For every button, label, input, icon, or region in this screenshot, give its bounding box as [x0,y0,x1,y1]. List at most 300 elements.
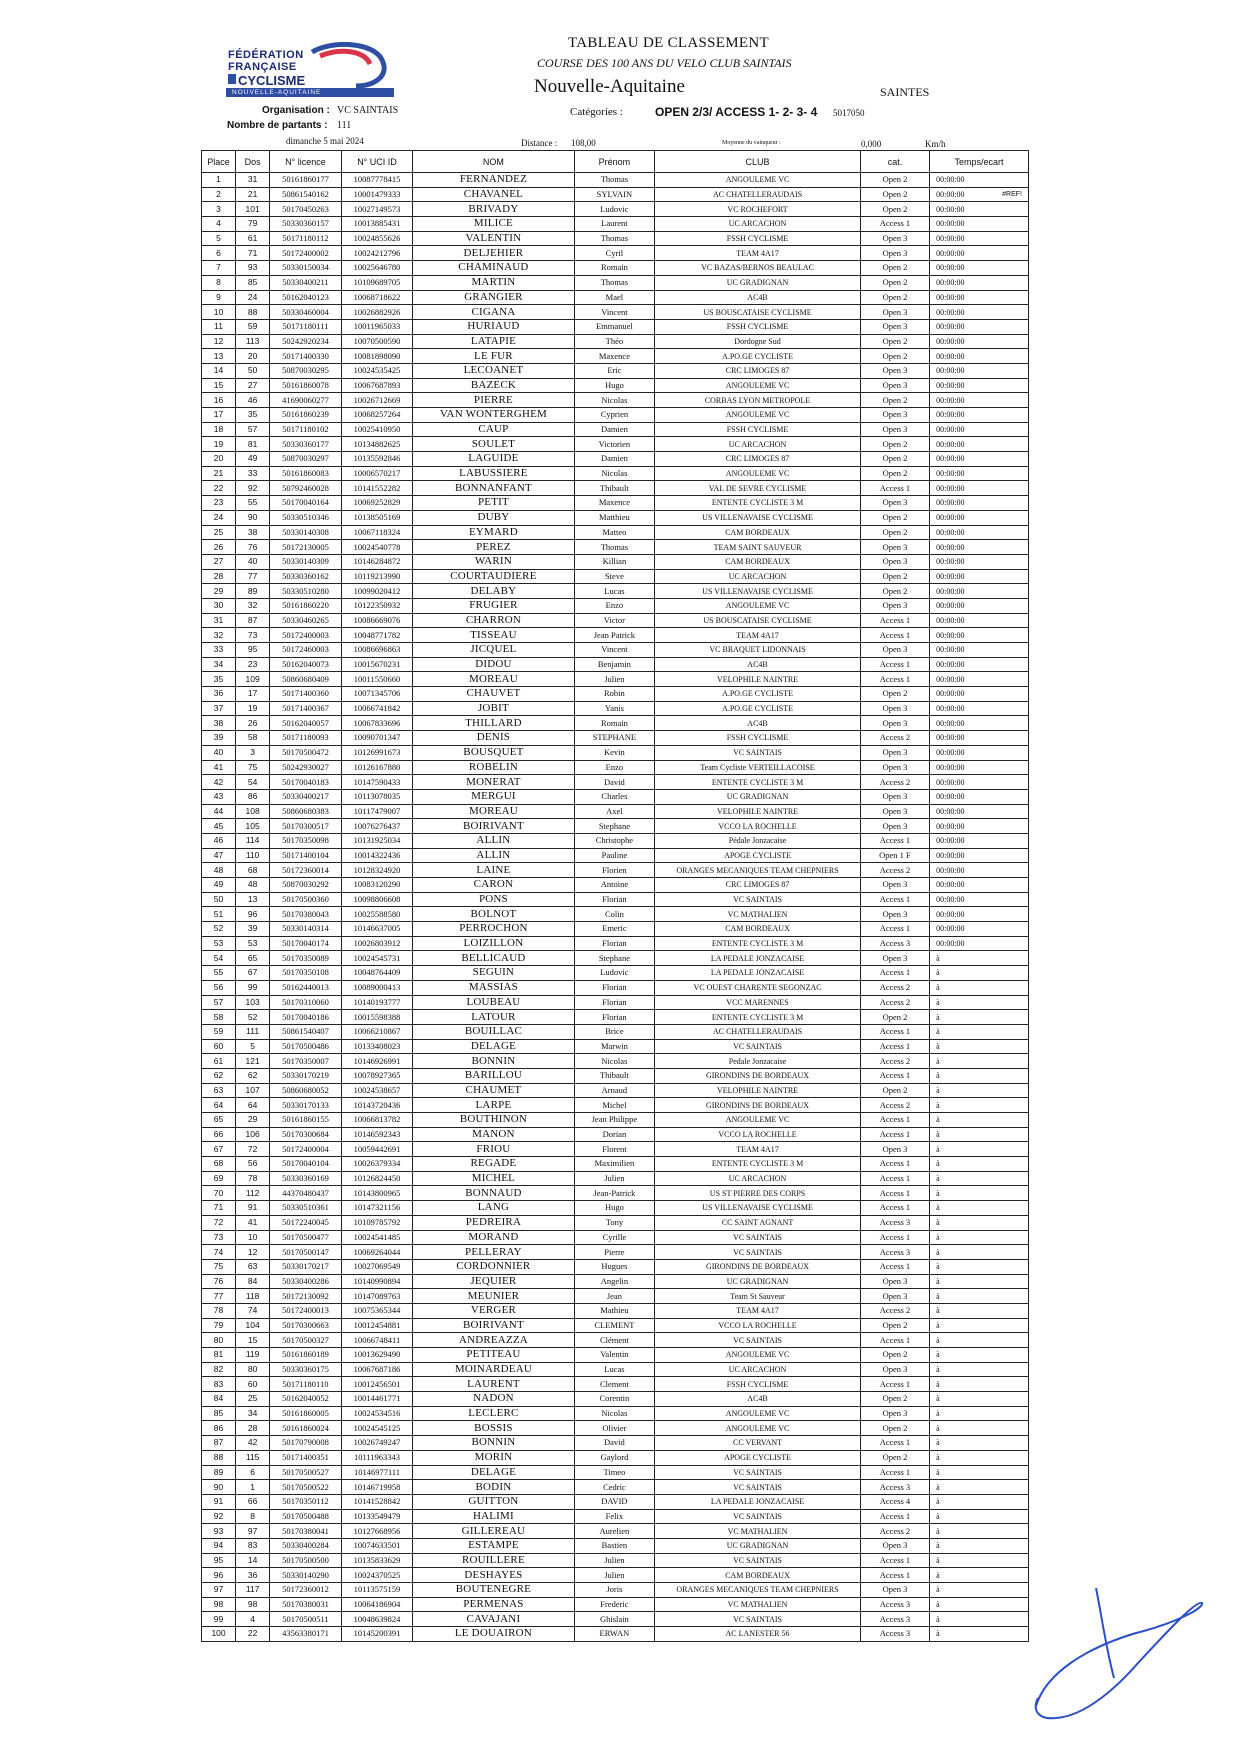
nom-cell: ANDREAZZA [413,1333,574,1348]
place-cell: 84 [202,1392,236,1407]
table-row [202,657,1029,672]
club-cell: VCCO LA ROCHELLE [655,819,861,834]
temps-value: 00:00:00 [936,439,965,449]
cat-cell: Open 2 [860,687,929,702]
cat-cell: Open 3 [860,1583,929,1598]
place-cell: 6 [202,246,236,261]
licence-cell: 50162040052 [270,1392,342,1407]
temps-cell [930,1465,1029,1480]
nom-cell: MERGUI [413,789,574,804]
table-row [202,1259,1029,1274]
uci-id-cell: 10067687893 [341,378,413,393]
place-cell: 24 [202,510,236,525]
temps-value: à [936,1144,940,1154]
dos-cell: 6 [236,1465,270,1480]
temps-cell [930,466,1029,481]
place-cell: 17 [202,408,236,423]
nom-cell: PETIT [413,496,574,511]
logo-line-3: CYCLISME [238,73,306,88]
place-cell: 50 [202,892,236,907]
table-row [202,701,1029,716]
cat-cell: Access 1 [860,1068,929,1083]
licence-cell: 50170350089 [270,951,342,966]
place-cell: 30 [202,598,236,613]
temps-value: à [936,1130,940,1140]
table-row [202,452,1029,467]
cat-cell: Open 3 [860,496,929,511]
licence-cell: 50171400330 [270,349,342,364]
uci-id-cell: 10081898090 [341,349,413,364]
licence-cell: 50170380043 [270,907,342,922]
prenom-cell: Maximilien [574,1157,655,1172]
nom-cell: JICQUEL [413,643,574,658]
club-cell: US BOUSCATAISE CYCLISME [655,305,861,320]
prenom-cell: David [574,775,655,790]
uci-id-cell: 10014322436 [341,848,413,863]
uci-id-cell: 10012454881 [341,1318,413,1333]
cat-cell: Open 3 [860,716,929,731]
cat-cell: Access 1 [860,1127,929,1142]
uci-id-cell: 10075365344 [341,1303,413,1318]
place-cell: 19 [202,437,236,452]
cat-cell: Open 3 [860,878,929,893]
temps-cell [930,1083,1029,1098]
licence-cell: 50170500486 [270,1039,342,1054]
temps-cell [930,922,1029,937]
results-body [202,173,1029,1642]
club-cell: GIRONDINS DE BORDEAUX [655,1098,861,1113]
dos-cell: 41 [236,1215,270,1230]
table-row [202,1377,1029,1392]
place-cell: 88 [202,1450,236,1465]
club-cell: VC SAINTAIS [655,1245,861,1260]
place-cell: 28 [202,569,236,584]
cat-cell: Open 3 [860,231,929,246]
prenom-cell: Thomas [574,173,655,188]
nom-cell: LECOANET [413,363,574,378]
temps-value: à [936,1041,940,1051]
temps-cell [930,540,1029,555]
prenom-cell: Julien [574,672,655,687]
temps-value: 00:00:00 [936,586,965,596]
place-cell: 4 [202,217,236,232]
club-cell: VC SAINTAIS [655,1333,861,1348]
uci-id-cell: 10067687186 [341,1362,413,1377]
temps-cell [930,1098,1029,1113]
club-cell: VELOPHILE NAINTRE [655,672,861,687]
prenom-cell: Bastien [574,1538,655,1553]
nom-cell: PEDREIRA [413,1215,574,1230]
temps-cell [930,1201,1029,1216]
temps-value: à [936,1100,940,1110]
cat-cell: Open 2 [860,1348,929,1363]
prenom-cell: Jean-Patrick [574,1186,655,1201]
table-row [202,1392,1029,1407]
table-row [202,936,1029,951]
temps-cell [930,217,1029,232]
table-row [202,1215,1029,1230]
place-cell: 35 [202,672,236,687]
licence-cell: 50161860220 [270,598,342,613]
prenom-cell: Arnaud [574,1083,655,1098]
place-cell: 7 [202,261,236,276]
place-cell: 31 [202,613,236,628]
nom-cell: ROUILLERE [413,1553,574,1568]
table-row [202,643,1029,658]
licence-cell: 50330170219 [270,1068,342,1083]
club-cell: VC SAINTAIS [655,1612,861,1627]
temps-cell [930,275,1029,290]
dos-cell: 64 [236,1098,270,1113]
nom-cell: HALIMI [413,1509,574,1524]
cat-cell: Open 3 [860,760,929,775]
place-cell: 13 [202,349,236,364]
licence-cell: 50162040123 [270,290,342,305]
cat-cell: Open 3 [860,907,929,922]
dos-cell: 114 [236,833,270,848]
nom-cell: THILLARD [413,716,574,731]
nom-cell: BOLNOT [413,907,574,922]
licence-cell: 50170500327 [270,1333,342,1348]
prenom-cell: Thomas [574,540,655,555]
licence-cell: 50170300663 [270,1318,342,1333]
uci-id-cell: 10066210867 [341,1024,413,1039]
licence-cell: 50330140290 [270,1568,342,1583]
table-row [202,1127,1029,1142]
temps-value: 00:00:00 [936,939,965,949]
uci-id-cell: 10048771782 [341,628,413,643]
uci-id-cell: 10145200391 [341,1627,413,1642]
uci-id-cell: 10135592846 [341,452,413,467]
temps-cell [930,1362,1029,1377]
place-cell: 62 [202,1068,236,1083]
prenom-cell: Olivier [574,1421,655,1436]
prenom-cell: Florian [574,936,655,951]
temps-cell [930,863,1029,878]
prenom-cell: Damien [574,422,655,437]
dos-cell: 34 [236,1406,270,1421]
licence-cell: 50861540162 [270,187,342,202]
prenom-cell: DAVID [574,1494,655,1509]
uci-id-cell: 10134882625 [341,437,413,452]
place-cell: 11 [202,319,236,334]
club-cell: VC SAINTAIS [655,892,861,907]
prenom-cell: SYLVAIN [574,187,655,202]
nom-cell: DUBY [413,510,574,525]
cat-cell: Access 1 [860,628,929,643]
table-row [202,334,1029,349]
temps-value: 00:00:00 [936,748,965,758]
cat-cell: Open 2 [860,466,929,481]
temps-value: à [936,1262,940,1272]
table-row [202,246,1029,261]
dos-cell: 21 [236,187,270,202]
prenom-cell: Antoine [574,878,655,893]
temps-cell [930,892,1029,907]
temps-cell [930,1054,1029,1069]
place-cell: 48 [202,863,236,878]
licence-cell: 50170500472 [270,745,342,760]
table-row [202,760,1029,775]
licence-cell: 50161860083 [270,466,342,481]
nom-cell: PEREZ [413,540,574,555]
nom-cell: PERROCHON [413,922,574,937]
temps-value: 00:00:00 [936,557,965,567]
temps-cell [930,1627,1029,1642]
temps-value: 00:00:00 [936,263,965,273]
uci-id-cell: 10066748411 [341,1333,413,1348]
temps-value: 00:00:00 [936,322,965,332]
temps-value: 00:00:00 [936,674,965,684]
licence-cell: 50170500500 [270,1553,342,1568]
cat-cell: Access 1 [860,1113,929,1128]
dos-cell: 119 [236,1348,270,1363]
prenom-cell: Robin [574,687,655,702]
table-row [202,1627,1029,1642]
table-row [202,1318,1029,1333]
table-row [202,1509,1029,1524]
place-cell: 56 [202,980,236,995]
uci-id-cell: 10024370525 [341,1568,413,1583]
uci-id-cell: 10147321156 [341,1201,413,1216]
licence-cell: 50330360177 [270,437,342,452]
prenom-cell: Romain [574,716,655,731]
temps-cell [930,1113,1029,1128]
table-row [202,187,1029,202]
place-cell: 9 [202,290,236,305]
nom-cell: ALLIN [413,848,574,863]
place-cell: 57 [202,995,236,1010]
licence-cell: 50170040186 [270,1010,342,1025]
prenom-cell: Aurelien [574,1524,655,1539]
place-cell: 53 [202,936,236,951]
table-row [202,510,1029,525]
place-cell: 65 [202,1113,236,1128]
table-row [202,1494,1029,1509]
uci-id-cell: 10126991673 [341,745,413,760]
temps-cell [930,1186,1029,1201]
temps-cell [930,393,1029,408]
temps-cell [930,613,1029,628]
uci-id-cell: 10025410950 [341,422,413,437]
club-cell: CC SAINT AGNANT [655,1215,861,1230]
place-cell: 29 [202,584,236,599]
uci-id-cell: 10024212796 [341,246,413,261]
nom-cell: LARPE [413,1098,574,1113]
nom-cell: FRUGIER [413,598,574,613]
place-cell: 5 [202,231,236,246]
uci-id-cell: 10086669076 [341,613,413,628]
licence-cell: 50170040104 [270,1157,342,1172]
temps-value: à [936,1306,940,1316]
temps-value: 00:00:00 [936,234,965,244]
licence-cell: 50330400284 [270,1538,342,1553]
dos-cell: 111 [236,1024,270,1039]
temps-cell [930,525,1029,540]
club-cell: CAM BORDEAUX [655,1568,861,1583]
nom-cell: BONNIN [413,1436,574,1451]
organisation-value: VC SAINTAIS [337,105,399,116]
table-row [202,819,1029,834]
cat-cell: Open 3 [860,819,929,834]
nom-cell: DELABY [413,584,574,599]
licence-cell: 50172130005 [270,540,342,555]
club-cell: TEAM 4A17 [655,628,861,643]
dos-cell: 95 [236,643,270,658]
licence-cell: 50170500488 [270,1509,342,1524]
nom-cell: ROBELIN [413,760,574,775]
dos-cell: 76 [236,540,270,555]
nom-cell: CHAUVET [413,687,574,702]
temps-value: à [936,1085,940,1095]
cat-cell: Access 1 [860,657,929,672]
licence-cell: 50170350007 [270,1054,342,1069]
table-row [202,628,1029,643]
club-cell: VC SAINTAIS [655,1465,861,1480]
cat-cell: Access 3 [860,1215,929,1230]
uci-id-cell: 10146284872 [341,554,413,569]
uci-id-cell: 10011550660 [341,672,413,687]
licence-cell: 50860680409 [270,672,342,687]
nom-cell: BARILLOU [413,1068,574,1083]
dos-cell: 57 [236,422,270,437]
cat-cell: Open 2 [860,334,929,349]
nom-cell: MARTIN [413,275,574,290]
dos-cell: 103 [236,995,270,1010]
dos-cell: 68 [236,863,270,878]
uci-id-cell: 10133549479 [341,1509,413,1524]
dos-cell: 22 [236,1627,270,1642]
uci-id-cell: 10122350932 [341,598,413,613]
licence-cell: 50172400004 [270,1142,342,1157]
nom-cell: DELJEHIER [413,246,574,261]
prenom-cell: Lucas [574,584,655,599]
place-cell: 64 [202,1098,236,1113]
temps-cell [930,951,1029,966]
place-cell: 40 [202,745,236,760]
club-cell: Team St Sauveur [655,1289,861,1304]
prenom-cell: Romain [574,261,655,276]
club-cell: UC GRADIGNAN [655,1538,861,1553]
prenom-cell: Mathieu [574,1303,655,1318]
cat-cell: Open 3 [860,1538,929,1553]
uci-id-cell: 10013629490 [341,1348,413,1363]
cat-cell: Access 2 [860,1054,929,1069]
club-cell: ENTENTE CYCLISTE 3 M [655,496,861,511]
place-cell: 63 [202,1083,236,1098]
club-cell: AC4B [655,657,861,672]
dos-cell: 108 [236,804,270,819]
temps-cell [930,1274,1029,1289]
col-header-nom: NOM [413,151,574,173]
licence-cell: 50172360014 [270,863,342,878]
licence-cell: 50172400003 [270,628,342,643]
moyenne-label: Moyenne du vainqueur : [722,140,781,146]
table-row [202,1421,1029,1436]
temps-value: 00:00:00 [936,880,965,890]
prenom-cell: Brice [574,1024,655,1039]
temps-cell [930,1318,1029,1333]
table-row [202,319,1029,334]
nom-cell: REGADE [413,1157,574,1172]
temps-value: 00:00:00 [936,307,965,317]
place-cell: 52 [202,922,236,937]
place-cell: 59 [202,1024,236,1039]
temps-value: 00:00:00 [936,850,965,860]
dos-cell: 104 [236,1318,270,1333]
temps-cell [930,1538,1029,1553]
place-cell: 47 [202,848,236,863]
club-cell: FSSH CYCLISME [655,1377,861,1392]
prenom-cell: Jean Patrick [574,628,655,643]
temps-cell [930,1421,1029,1436]
prenom-cell: Victor [574,613,655,628]
temps-value: à [936,1276,940,1286]
cat-cell: Open 3 [860,378,929,393]
licence-cell: 50330510361 [270,1201,342,1216]
place-cell: 73 [202,1230,236,1245]
prenom-cell: Laurent [574,217,655,232]
club-cell: VC MATHALIEN [655,907,861,922]
prenom-cell: Nicolas [574,393,655,408]
nom-cell: MASSIAS [413,980,574,995]
nom-cell: MANON [413,1127,574,1142]
club-cell: UC ARCACHON [655,437,861,452]
table-row [202,833,1029,848]
nom-cell: TISSEAU [413,628,574,643]
cat-cell: Access 3 [860,936,929,951]
table-row [202,305,1029,320]
place-cell: 68 [202,1157,236,1172]
prenom-cell: Dorian [574,1127,655,1142]
table-row [202,217,1029,232]
prenom-cell: Emeric [574,922,655,937]
place-cell: 100 [202,1627,236,1642]
licence-cell: 50330400217 [270,789,342,804]
signature-drawing [1026,1578,1216,1728]
temps-cell [930,701,1029,716]
licence-cell: 50161860024 [270,1421,342,1436]
table-row [202,173,1029,188]
licence-cell: 50330170217 [270,1259,342,1274]
dos-cell: 54 [236,775,270,790]
uci-id-cell: 10001479333 [341,187,413,202]
city-name: SAINTES [880,85,930,99]
club-cell: ANGOULEME VC [655,1406,861,1421]
temps-value: 00:00:00 [936,645,965,655]
table-row [202,1553,1029,1568]
temps-cell [930,1259,1029,1274]
club-cell: ENTENTE CYCLISTE 3 M [655,1157,861,1172]
dos-cell: 105 [236,819,270,834]
uci-id-cell: 10147089763 [341,1289,413,1304]
club-cell: VC OUEST CHARENTE SEGONZAC [655,980,861,995]
cat-cell: Open 3 [860,745,929,760]
temps-value: à [936,1335,940,1345]
nom-cell: FRIOU [413,1142,574,1157]
temps-cell [930,1436,1029,1451]
uci-id-cell: 10143800965 [341,1186,413,1201]
place-cell: 82 [202,1362,236,1377]
prenom-cell: Benjamin [574,657,655,672]
temps-value: 00:00:00 [936,278,965,288]
licence-cell: 50330510280 [270,584,342,599]
temps-value: à [936,1570,940,1580]
temps-cell [930,319,1029,334]
temps-value: à [936,1056,940,1066]
cat-cell: Access 1 [860,892,929,907]
nom-cell: DELAGE [413,1039,574,1054]
